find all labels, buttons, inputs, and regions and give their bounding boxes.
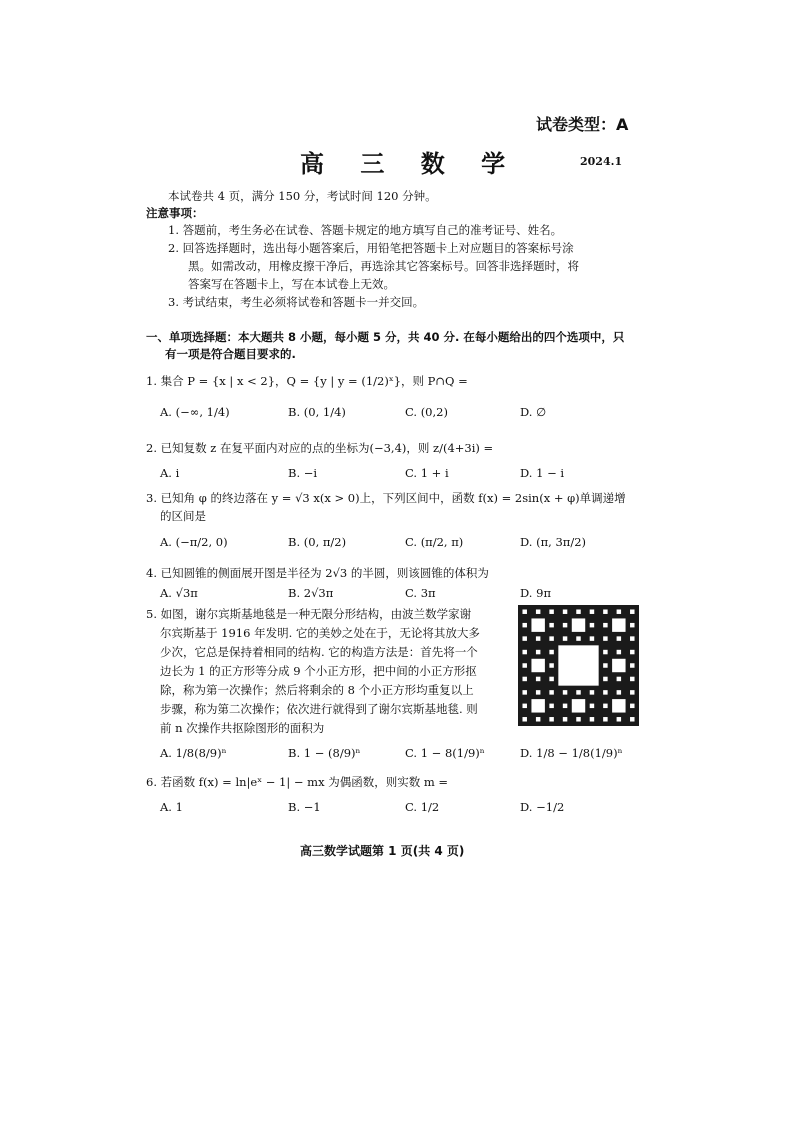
- exam-date: 2024.1: [580, 155, 623, 168]
- notice-item: 2. 回答选择题时，选出每小题答案后，用铅笔把答题卡上对应题目的答案标号涂: [168, 241, 574, 255]
- carpet-hole: [590, 717, 594, 721]
- carpet-hole: [549, 704, 553, 708]
- carpet-hole: [563, 609, 567, 613]
- paper-type-label: 试卷类型：A: [536, 115, 629, 134]
- question-6-stem: 6. 若函数 f(x) = ln|eˣ − 1| − mx 为偶函数，则实数 m =: [146, 775, 449, 789]
- carpet-hole: [549, 650, 553, 654]
- carpet-hole: [590, 636, 594, 640]
- question-3-stem: 3. 已知角 φ 的终边落在 y = √3 x(x > 0)上，下列区间中，函数 f(x) = 2sin(x + φ)单调递增: [146, 491, 626, 505]
- carpet-hole: [522, 690, 526, 694]
- carpet-hole: [531, 699, 544, 712]
- carpet-hole: [612, 659, 625, 672]
- carpet-hole: [563, 704, 567, 708]
- question-3-option-b: B. (0, π/2): [288, 535, 347, 549]
- carpet-hole: [522, 717, 526, 721]
- carpet-hole: [603, 609, 607, 613]
- carpet-hole: [563, 717, 567, 721]
- carpet-hole: [617, 636, 621, 640]
- question-1-option-c: C. (0,2): [405, 405, 448, 419]
- carpet-hole: [603, 717, 607, 721]
- carpet-hole: [536, 717, 540, 721]
- carpet-hole: [630, 690, 634, 694]
- question-5-line: 步骤，称为第二次操作；依次进行就得到了谢尔宾斯基地毯. 则: [160, 702, 478, 716]
- carpet-hole: [536, 677, 540, 681]
- carpet-hole: [590, 690, 594, 694]
- question-5-line: 尔宾斯基于 1916 年发明. 它的美妙之处在于，无论将其放大多: [160, 626, 480, 640]
- question-6-option-b: B. −1: [288, 800, 321, 814]
- carpet-hole: [603, 690, 607, 694]
- carpet-hole: [617, 717, 621, 721]
- carpet-hole: [590, 704, 594, 708]
- carpet-hole: [612, 618, 625, 631]
- carpet-hole: [522, 663, 526, 667]
- question-1-stem: 1. 集合 P = {x | x < 2}，Q = {y | y = (1/2)ˣ}，则 P∩Q =: [146, 374, 468, 388]
- carpet-hole: [549, 663, 553, 667]
- question-6-option-c: C. 1/2: [405, 800, 440, 814]
- question-1-option-b: B. (0, 1/4): [288, 405, 346, 419]
- question-6-option-a: A. 1: [160, 800, 183, 814]
- carpet-hole: [617, 677, 621, 681]
- sierpinski-carpet-figure: [518, 605, 639, 726]
- question-5-line: 边长为 1 的正方形等分成 9 个小正方形，把中间的小正方形抠: [160, 664, 477, 678]
- carpet-hole: [563, 690, 567, 694]
- carpet-hole: [522, 677, 526, 681]
- question-6-option-d: D. −1/2: [520, 800, 565, 814]
- carpet-hole: [522, 636, 526, 640]
- carpet-hole: [630, 623, 634, 627]
- question-2-option-a: A. i: [160, 466, 180, 480]
- carpet-hole: [522, 609, 526, 613]
- carpet-hole: [617, 690, 621, 694]
- carpet-hole: [536, 650, 540, 654]
- question-4-option-c: C. 3π: [405, 586, 436, 600]
- carpet-hole: [630, 704, 634, 708]
- question-3-option-d: D. (π, 3π/2): [520, 535, 587, 549]
- carpet-hole: [630, 609, 634, 613]
- carpet-hole: [563, 636, 567, 640]
- question-5-line: 除，称为第一次操作；然后将剩余的 8 个小正方形均重复以上: [160, 683, 474, 697]
- carpet-hole: [549, 717, 553, 721]
- question-3-stem-cont: 的区间是: [160, 509, 206, 523]
- question-2-option-b: B. −i: [288, 466, 318, 480]
- question-1-option-d: D. ∅: [520, 405, 547, 419]
- carpet-hole: [536, 636, 540, 640]
- question-2-stem: 2. 已知复数 z 在复平面内对应的点的坐标为(−3,4)，则 z/(4+3i) =: [146, 441, 494, 455]
- intro-line: 本试卷共 4 页，满分 150 分，考试时间 120 分钟。: [168, 189, 437, 203]
- carpet-hole: [522, 704, 526, 708]
- question-3-option-c: C. (π/2, π): [405, 535, 464, 549]
- carpet-hole: [590, 609, 594, 613]
- notice-item: 1. 答题前，考生务必在试卷、答题卡规定的地方填写自己的准考证号、姓名。: [168, 223, 563, 237]
- carpet-hole: [549, 690, 553, 694]
- carpet-hole: [536, 609, 540, 613]
- carpet-hole: [536, 690, 540, 694]
- carpet-hole: [617, 650, 621, 654]
- notice-heading: 注意事项：: [146, 206, 204, 220]
- carpet-hole: [576, 717, 580, 721]
- carpet-hole: [563, 623, 567, 627]
- carpet-hole: [531, 659, 544, 672]
- carpet-hole: [603, 636, 607, 640]
- question-4-option-a: A. √3π: [160, 586, 198, 600]
- question-4-option-b: B. 2√3π: [288, 586, 334, 600]
- carpet-hole: [617, 609, 621, 613]
- notice-item: 答案写在答题卡上，写在本试卷上无效。: [188, 277, 395, 291]
- carpet-hole: [522, 623, 526, 627]
- question-3-option-a: A. (−π/2, 0): [160, 535, 228, 549]
- carpet-hole: [549, 609, 553, 613]
- notice-item: 黑。如需改动，用橡皮擦干净后，再选涂其它答案标号。回答非选择题时，将: [188, 259, 579, 273]
- question-5-option-d: D. 1/8 − 1/8(1/9)ⁿ: [520, 746, 623, 760]
- carpet-hole: [549, 623, 553, 627]
- carpet-hole: [576, 636, 580, 640]
- question-4-stem: 4. 已知圆锥的侧面展开图是半径为 2√3 的半圆，则该圆锥的体积为: [146, 566, 489, 580]
- carpet-hole: [522, 650, 526, 654]
- carpet-hole: [549, 636, 553, 640]
- carpet-hole: [630, 663, 634, 667]
- question-2-option-c: C. 1 + i: [405, 466, 449, 480]
- question-1-option-a: A. (−∞, 1/4): [160, 405, 230, 419]
- page-footer: 高三数学试题第 1 页(共 4 页): [300, 844, 465, 858]
- carpet-hole: [603, 677, 607, 681]
- question-5-line: 前 n 次操作共抠除图形的面积为: [160, 721, 325, 735]
- carpet-hole: [630, 636, 634, 640]
- carpet-hole: [572, 618, 585, 631]
- question-2-option-d: D. 1 − i: [520, 466, 565, 480]
- question-5-line: 5. 如图，谢尔宾斯基地毯是一种无限分形结构，由波兰数学家谢: [146, 607, 472, 621]
- carpet-hole: [603, 650, 607, 654]
- page-title: 高 三 数 学: [300, 150, 520, 178]
- question-5-option-c: C. 1 − 8(1/9)ⁿ: [405, 746, 485, 760]
- carpet-hole: [630, 650, 634, 654]
- question-5-option-b: B. 1 − (8/9)ⁿ: [288, 746, 361, 760]
- section-heading: 一、单项选择题：本大题共 8 小题，每小题 5 分，共 40 分. 在每小题给出的四个选项中，只: [146, 330, 625, 344]
- carpet-hole: [572, 699, 585, 712]
- question-5-line: 少次，它总是保持着相同的结构. 它的构造方法是：首先将一个: [160, 645, 478, 659]
- carpet-hole: [531, 618, 544, 631]
- carpet-hole: [603, 663, 607, 667]
- carpet-hole: [603, 704, 607, 708]
- question-5-option-a: A. 1/8(8/9)ⁿ: [160, 746, 227, 760]
- carpet-hole: [576, 690, 580, 694]
- carpet-hole: [576, 609, 580, 613]
- carpet-hole: [590, 623, 594, 627]
- carpet-hole: [549, 677, 553, 681]
- carpet-hole: [558, 645, 598, 685]
- notice-item: 3. 考试结束，考生必须将试卷和答题卡一并交回。: [168, 295, 425, 309]
- section-heading-cont: 有一项是符合题目要求的.: [165, 347, 296, 361]
- carpet-hole: [612, 699, 625, 712]
- carpet-hole: [630, 677, 634, 681]
- carpet-hole: [630, 717, 634, 721]
- question-4-option-d: D. 9π: [520, 586, 551, 600]
- carpet-hole: [603, 623, 607, 627]
